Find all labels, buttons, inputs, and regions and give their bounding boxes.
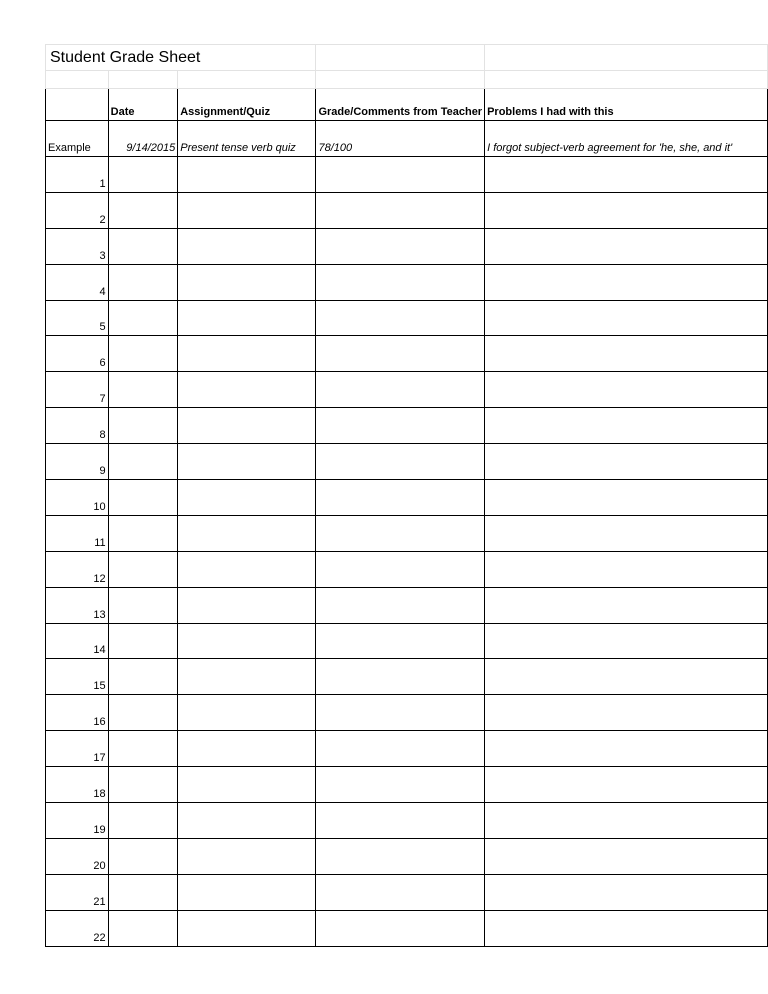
assignment-cell[interactable] xyxy=(178,192,316,228)
grade-cell[interactable] xyxy=(316,659,485,695)
problems-cell[interactable] xyxy=(485,264,768,300)
problems-cell[interactable] xyxy=(485,157,768,193)
row-number[interactable]: 15 xyxy=(46,659,109,695)
table-row xyxy=(46,838,768,874)
date-cell[interactable] xyxy=(108,228,178,264)
row-number[interactable]: 21 xyxy=(46,874,109,910)
grade-cell[interactable] xyxy=(316,623,485,659)
date-cell[interactable] xyxy=(108,515,178,551)
date-cell[interactable] xyxy=(108,731,178,767)
table-row xyxy=(46,444,768,480)
problems-cell[interactable] xyxy=(485,659,768,695)
assignment-cell[interactable] xyxy=(178,587,316,623)
date-cell[interactable] xyxy=(108,444,178,480)
grade-cell[interactable] xyxy=(316,408,485,444)
assignment-cell[interactable] xyxy=(178,228,316,264)
assignment-cell[interactable] xyxy=(178,874,316,910)
table-row xyxy=(46,623,768,659)
problems-cell[interactable] xyxy=(485,731,768,767)
row-number[interactable]: 14 xyxy=(46,623,109,659)
grade-cell[interactable] xyxy=(316,695,485,731)
empty-cell[interactable] xyxy=(178,71,316,89)
table-row xyxy=(46,731,768,767)
row-number[interactable]: 17 xyxy=(46,731,109,767)
grade-cell[interactable] xyxy=(316,910,485,946)
header-assignment[interactable]: Assignment/Quiz xyxy=(178,89,316,121)
assignment-cell[interactable] xyxy=(178,300,316,336)
example-row xyxy=(46,121,768,157)
problems-cell[interactable] xyxy=(485,300,768,336)
date-cell[interactable] xyxy=(108,372,178,408)
title-row xyxy=(46,45,768,71)
problems-cell[interactable] xyxy=(485,551,768,587)
table-row xyxy=(46,551,768,587)
row-number[interactable]: 22 xyxy=(46,910,109,946)
grade-cell[interactable] xyxy=(316,264,485,300)
row-number[interactable]: 9 xyxy=(46,444,109,480)
table-row xyxy=(46,803,768,839)
table-row xyxy=(46,695,768,731)
row-number[interactable]: 18 xyxy=(46,767,109,803)
assignment-cell[interactable] xyxy=(178,838,316,874)
row-number[interactable]: 7 xyxy=(46,372,109,408)
grade-cell[interactable] xyxy=(316,767,485,803)
row-number[interactable]: 8 xyxy=(46,408,109,444)
table-row xyxy=(46,910,768,946)
grade-cell[interactable] xyxy=(316,372,485,408)
row-number[interactable]: 16 xyxy=(46,695,109,731)
date-cell[interactable] xyxy=(108,157,178,193)
date-cell[interactable] xyxy=(108,587,178,623)
row-number[interactable]: 19 xyxy=(46,803,109,839)
assignment-cell[interactable] xyxy=(178,659,316,695)
problems-cell[interactable] xyxy=(485,623,768,659)
assignment-cell[interactable] xyxy=(178,803,316,839)
assignment-cell[interactable] xyxy=(178,515,316,551)
spacer-row xyxy=(46,71,768,89)
assignment-cell[interactable] xyxy=(178,336,316,372)
assignment-cell[interactable] xyxy=(178,910,316,946)
table-row xyxy=(46,300,768,336)
header-date[interactable]: Date xyxy=(108,89,178,121)
empty-cell[interactable] xyxy=(108,71,178,89)
table-row xyxy=(46,157,768,193)
grade-cell[interactable] xyxy=(316,157,485,193)
problems-cell[interactable] xyxy=(485,587,768,623)
example-date[interactable]: 9/14/2015 xyxy=(108,121,178,157)
assignment-cell[interactable] xyxy=(178,444,316,480)
table-row xyxy=(46,264,768,300)
assignment-cell[interactable] xyxy=(178,480,316,516)
header-row xyxy=(46,89,768,121)
problems-cell[interactable] xyxy=(485,372,768,408)
problems-cell[interactable] xyxy=(485,803,768,839)
problems-cell[interactable] xyxy=(485,192,768,228)
grade-cell[interactable] xyxy=(316,731,485,767)
table-row xyxy=(46,767,768,803)
assignment-cell[interactable] xyxy=(178,157,316,193)
problems-cell[interactable] xyxy=(485,336,768,372)
header-grade[interactable]: Grade/Comments from Teacher xyxy=(316,89,485,121)
row-number[interactable]: 6 xyxy=(46,336,109,372)
table-row xyxy=(46,480,768,516)
table-row xyxy=(46,874,768,910)
grade-cell[interactable] xyxy=(316,803,485,839)
table-row xyxy=(46,587,768,623)
header-number[interactable] xyxy=(46,89,109,121)
problems-cell[interactable] xyxy=(485,480,768,516)
example-label[interactable]: Example xyxy=(46,121,109,157)
assignment-cell[interactable] xyxy=(178,623,316,659)
table-row xyxy=(46,515,768,551)
grade-cell[interactable] xyxy=(316,838,485,874)
grade-cell[interactable] xyxy=(316,228,485,264)
row-number[interactable]: 10 xyxy=(46,480,109,516)
row-number[interactable]: 13 xyxy=(46,587,109,623)
row-number[interactable]: 3 xyxy=(46,228,109,264)
assignment-cell[interactable] xyxy=(178,372,316,408)
assignment-cell[interactable] xyxy=(178,767,316,803)
table-row xyxy=(46,336,768,372)
problems-cell[interactable] xyxy=(485,228,768,264)
date-cell[interactable] xyxy=(108,336,178,372)
grade-cell[interactable] xyxy=(316,480,485,516)
empty-cell[interactable] xyxy=(316,71,485,89)
table-row xyxy=(46,192,768,228)
empty-cell[interactable] xyxy=(485,71,768,89)
grade-cell[interactable] xyxy=(316,587,485,623)
empty-cell[interactable] xyxy=(316,45,485,71)
date-cell[interactable] xyxy=(108,803,178,839)
date-cell[interactable] xyxy=(108,300,178,336)
empty-cell[interactable] xyxy=(46,71,109,89)
row-number[interactable]: 2 xyxy=(46,192,109,228)
grade-cell[interactable] xyxy=(316,874,485,910)
example-grade[interactable]: 78/100 xyxy=(316,121,485,157)
grade-sheet-table xyxy=(45,44,768,947)
row-number[interactable]: 1 xyxy=(46,157,109,193)
row-number[interactable]: 20 xyxy=(46,838,109,874)
row-number[interactable]: 4 xyxy=(46,264,109,300)
grade-cell[interactable] xyxy=(316,336,485,372)
date-cell[interactable] xyxy=(108,767,178,803)
problems-cell[interactable] xyxy=(485,767,768,803)
grade-cell[interactable] xyxy=(316,192,485,228)
date-cell[interactable] xyxy=(108,695,178,731)
assignment-cell[interactable] xyxy=(178,695,316,731)
header-problems[interactable]: Problems I had with this xyxy=(485,89,768,121)
grade-cell[interactable] xyxy=(316,515,485,551)
sheet-title[interactable]: Student Grade Sheet xyxy=(46,45,316,71)
date-cell[interactable] xyxy=(108,910,178,946)
problems-cell[interactable] xyxy=(485,515,768,551)
date-cell[interactable] xyxy=(108,192,178,228)
problems-cell[interactable] xyxy=(485,910,768,946)
problems-cell[interactable] xyxy=(485,444,768,480)
example-problems[interactable]: I forgot subject-verb agreement for 'he, she, and it' xyxy=(485,121,768,157)
empty-cell[interactable] xyxy=(485,45,768,71)
date-cell[interactable] xyxy=(108,838,178,874)
example-assignment[interactable]: Present tense verb quiz xyxy=(178,121,316,157)
date-cell[interactable] xyxy=(108,480,178,516)
date-cell[interactable] xyxy=(108,551,178,587)
date-cell[interactable] xyxy=(108,264,178,300)
table-row xyxy=(46,659,768,695)
table-row xyxy=(46,372,768,408)
date-cell[interactable] xyxy=(108,623,178,659)
problems-cell[interactable] xyxy=(485,695,768,731)
date-cell[interactable] xyxy=(108,408,178,444)
assignment-cell[interactable] xyxy=(178,731,316,767)
date-cell[interactable] xyxy=(108,874,178,910)
row-number[interactable]: 5 xyxy=(46,300,109,336)
problems-cell[interactable] xyxy=(485,874,768,910)
assignment-cell[interactable] xyxy=(178,408,316,444)
assignment-cell[interactable] xyxy=(178,264,316,300)
date-cell[interactable] xyxy=(108,659,178,695)
table-row xyxy=(46,408,768,444)
grade-cell[interactable] xyxy=(316,300,485,336)
problems-cell[interactable] xyxy=(485,838,768,874)
grade-cell[interactable] xyxy=(316,551,485,587)
assignment-cell[interactable] xyxy=(178,551,316,587)
problems-cell[interactable] xyxy=(485,408,768,444)
row-number[interactable]: 11 xyxy=(46,515,109,551)
table-row xyxy=(46,228,768,264)
row-number[interactable]: 12 xyxy=(46,551,109,587)
grade-cell[interactable] xyxy=(316,444,485,480)
